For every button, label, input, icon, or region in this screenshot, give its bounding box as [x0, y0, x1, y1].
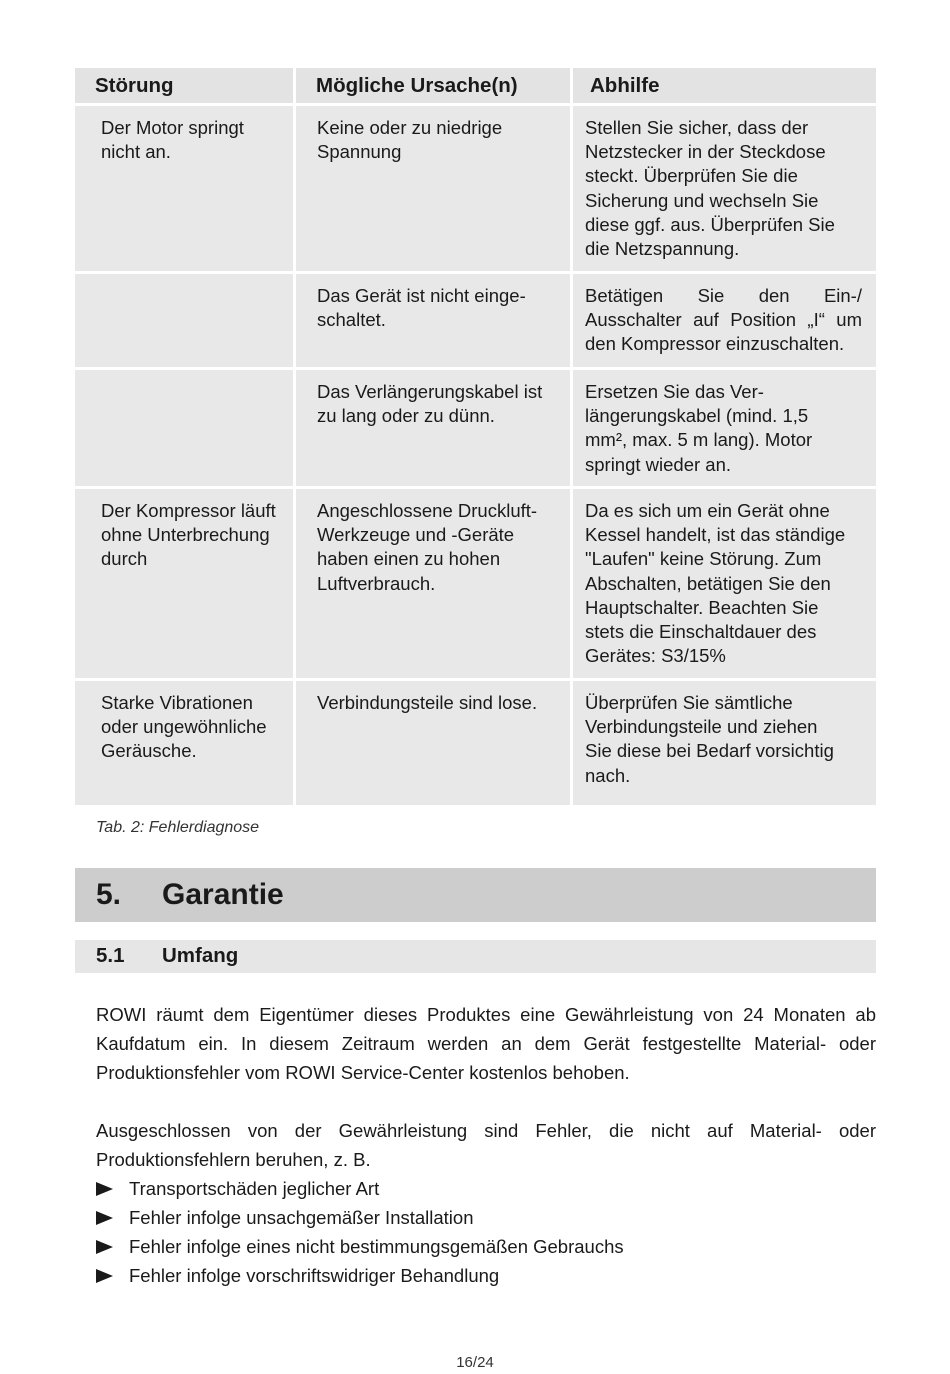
- cell-line: Der Kompressor läuft: [101, 500, 276, 521]
- cell-line: Ausschalter auf Position „I“ um: [585, 309, 862, 331]
- paragraph: ROWI räumt dem Eigentümer dieses Produktes eine Gewährleistung von 24 Monaten ab Kaufdatum ein. In diesem Zeitraum werden an dem Gerät festgestellte Material- oder Produktionsfehler vom ROWI Service-Center kostenlos behoben.: [96, 1004, 876, 1083]
- table-row: [75, 681, 876, 805]
- list-item: [96, 1203, 624, 1232]
- cell-stoerung: [75, 106, 293, 271]
- cell-line: die Netzspannung.: [585, 238, 740, 260]
- table-row: [75, 274, 876, 367]
- cell-line: "Laufen" keine Störung. Zum: [585, 548, 822, 570]
- section-number: 5.: [96, 878, 122, 911]
- cell-line: Das Verlängerungskabel ist: [317, 381, 543, 402]
- section-title: Garantie: [162, 878, 284, 911]
- troubleshooting-table: [75, 68, 876, 808]
- cell-line: stets die Einschaltdauer des: [585, 621, 817, 643]
- list-item-text: Transportschäden jeglicher Art: [129, 1178, 380, 1199]
- cell-line: schaltet.: [317, 309, 386, 331]
- paragraph: Ausgeschlossen von der Gewährleistung sind Fehler, die nicht auf Material- oder Produktionsfehlern beruhen, z. B.: [96, 1120, 876, 1170]
- cell-line: Gerätes: S3/15%: [585, 645, 726, 667]
- cell-ursache: [296, 681, 570, 805]
- cell-abhilfe: [573, 274, 876, 367]
- table-row: [75, 489, 876, 678]
- cell-line: Luftverbrauch.: [317, 572, 436, 594]
- cell-line: Der Motor springt: [101, 117, 244, 138]
- cell-ursache: [296, 370, 570, 486]
- cell-line: Keine oder zu niedrige: [317, 117, 503, 138]
- cell-line: Hauptschalter. Beachten Sie: [585, 596, 819, 618]
- cell-line: Ersetzen Sie das Ver-: [585, 381, 764, 402]
- list-item-text: Fehler infolge vorschriftswidriger Behandlung: [129, 1265, 500, 1286]
- cell-ursache: [296, 106, 570, 271]
- list-item-text: Fehler infolge eines nicht bestimmungsgemäßen Gebrauchs: [129, 1236, 624, 1257]
- exclusion-list: [96, 1174, 624, 1290]
- cell-line: Geräusche.: [101, 740, 197, 762]
- triangle-bullet-icon: [96, 1269, 113, 1283]
- cell-line: Da es sich um ein Gerät ohne: [585, 500, 830, 521]
- cell-line: Sicherung und wechseln Sie: [585, 189, 819, 211]
- subsection-heading: [75, 940, 876, 973]
- header-stoerung: Störung: [75, 68, 293, 103]
- cell-line: oder ungewöhnliche: [101, 716, 267, 738]
- cell-line: haben einen zu hohen: [317, 548, 501, 570]
- cell-line: Netzstecker in der Steckdose: [585, 141, 826, 163]
- triangle-bullet-icon: [96, 1182, 113, 1196]
- cell-line: durch: [101, 548, 148, 570]
- cell-line: Abschalten, betätigen Sie den: [585, 572, 831, 594]
- cell-stoerung: [75, 489, 293, 678]
- cell-stoerung: [75, 681, 293, 805]
- list-item-text: Fehler infolge unsachgemäßer Installation: [129, 1207, 474, 1228]
- header-ursache: Mögliche Ursache(n): [296, 68, 570, 103]
- cell-abhilfe: [573, 370, 876, 486]
- list-item: [96, 1174, 624, 1203]
- cell-line: ohne Unterbrechung: [101, 524, 270, 546]
- cell-line: diese ggf. aus. Überprüfen Sie: [585, 213, 835, 235]
- section-heading: [75, 868, 876, 922]
- cell-line: Betätigen Sie den Ein-/: [585, 285, 862, 306]
- cell-line: Sie diese bei Bedarf vorsichtig: [585, 740, 834, 762]
- subsection-number: 5.1: [96, 944, 125, 967]
- cell-line: Starke Vibrationen: [101, 692, 253, 713]
- cell-line: längerungskabel (mind. 1,5: [585, 405, 809, 427]
- cell-ursache: [296, 274, 570, 367]
- table-header-row: [75, 68, 876, 103]
- triangle-bullet-icon: [96, 1211, 113, 1225]
- cell-line: nicht an.: [101, 141, 171, 163]
- cell-line: zu lang oder zu dünn.: [317, 405, 495, 427]
- cell-line: steckt. Überprüfen Sie die: [585, 165, 798, 187]
- cell-line: Das Gerät ist nicht einge-: [317, 285, 526, 306]
- table-caption: Tab. 2: Fehlerdiagnose: [96, 819, 260, 836]
- cell-line: nach.: [585, 764, 631, 786]
- cell-line: Werkzeuge und -Geräte: [317, 524, 515, 546]
- page-number: 16/24: [456, 1354, 494, 1371]
- cell-ursache: [296, 489, 570, 678]
- cell-stoerung: [75, 274, 293, 367]
- cell-stoerung: [75, 370, 293, 486]
- table-row: [75, 370, 876, 486]
- cell-line: Verbindungsteile sind lose.: [317, 692, 538, 713]
- header-abhilfe: Abhilfe: [573, 68, 876, 103]
- list-item: [96, 1261, 624, 1290]
- cell-line: Spannung: [317, 141, 402, 163]
- subsection-title: Umfang: [162, 944, 239, 967]
- cell-line: Überprüfen Sie sämtliche: [585, 692, 793, 713]
- cell-line: mm², max. 5 m lang). Motor: [585, 429, 813, 451]
- cell-line: Stellen Sie sicher, dass der: [585, 117, 809, 138]
- list-item: [96, 1232, 624, 1261]
- triangle-bullet-icon: [96, 1240, 113, 1254]
- cell-line: Verbindungsteile und ziehen: [585, 716, 818, 738]
- cell-line: Kessel handelt, ist das ständige: [585, 524, 846, 546]
- cell-line: Angeschlossene Druckluft-: [317, 500, 538, 521]
- table-row: [75, 106, 876, 271]
- cell-line: springt wieder an.: [585, 453, 732, 475]
- cell-abhilfe: [573, 681, 876, 805]
- cell-abhilfe: [573, 489, 876, 678]
- cell-abhilfe: [573, 106, 876, 271]
- cell-line: den Kompressor einzuschalten.: [585, 333, 845, 355]
